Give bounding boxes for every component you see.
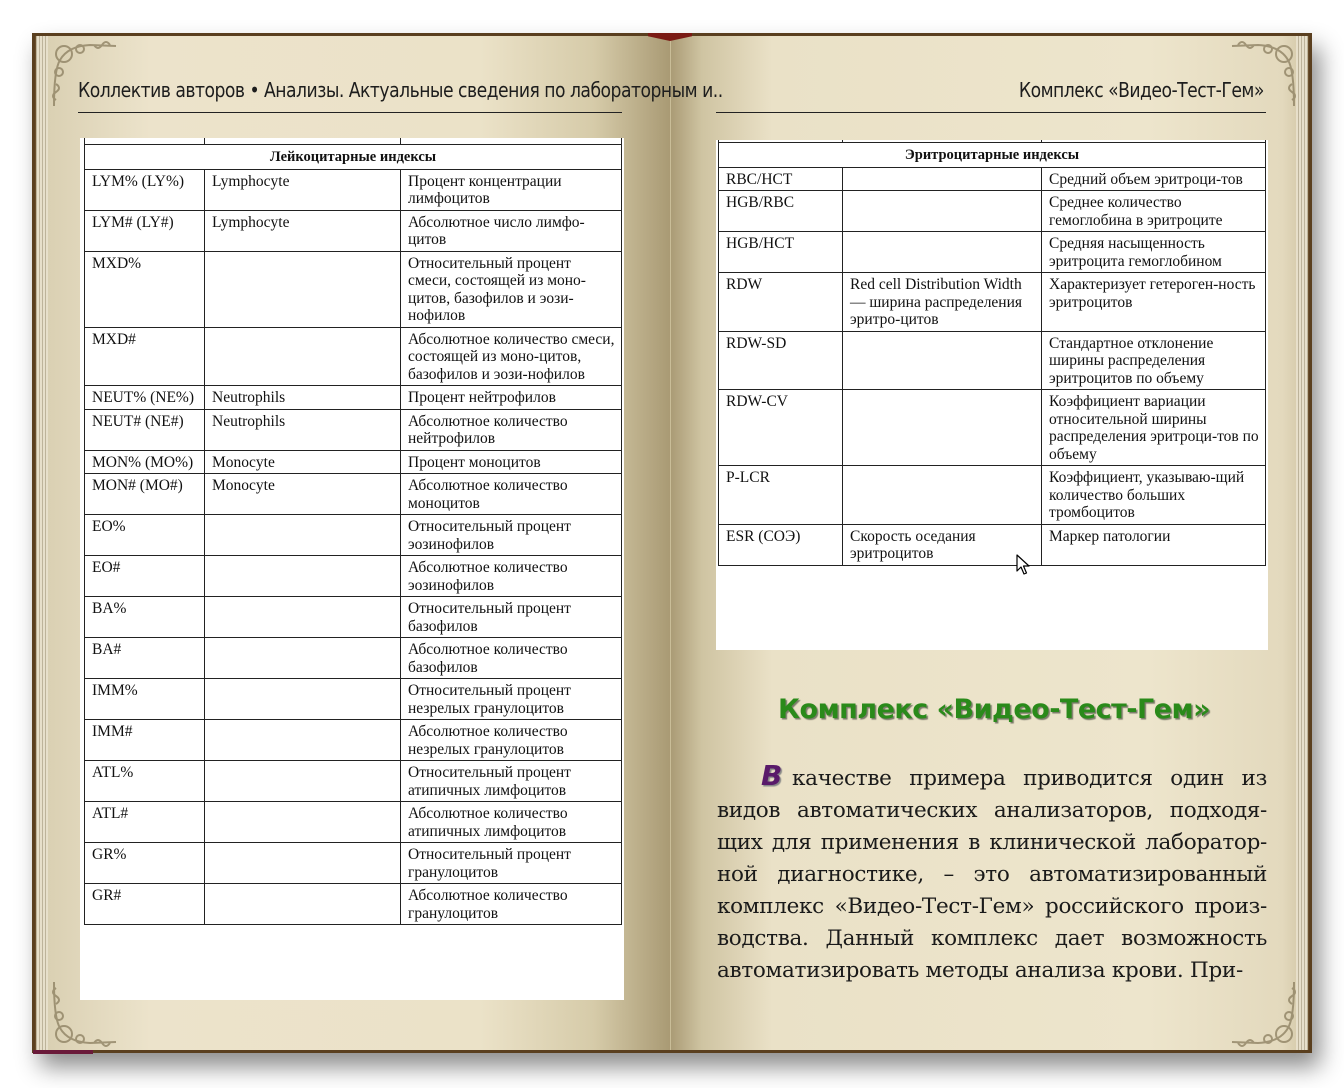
right-running-head: Комплекс «Видео-Тест-Гем»: [1019, 78, 1264, 102]
table-row: [85, 409, 622, 450]
cell-description: Относительный процент незрелых гранулоцитов: [401, 679, 622, 720]
table-row: [719, 167, 1266, 191]
cell-description: Абсолютное количество незрелых гранулоцитов: [401, 720, 622, 761]
cell-code: MXD#: [85, 327, 205, 386]
cell-code: MXD%: [85, 251, 205, 327]
cell-description: Относительный процент смеси, состоящей из моно-цитов, базофилов и эози-нофилов: [401, 251, 622, 327]
table-row: [85, 884, 622, 925]
table-row: [719, 273, 1266, 332]
right-page-edges: [1296, 36, 1308, 1050]
cell-code: ATL%: [85, 761, 205, 802]
cell-description: Относительный процент атипичных лимфоцитов: [401, 761, 622, 802]
cell-description: Абсолютное количество моноцитов: [401, 474, 622, 515]
cell-description: Абсолютное количество эозинофилов: [401, 556, 622, 597]
cell-name: [205, 251, 401, 327]
cell-name: [205, 720, 401, 761]
cell-description: Коэффициент, указываю-щий количество больших тромбоцитов: [1042, 466, 1266, 525]
paragraph-text: качестве примера приводится один из видов автоматических анализаторов, подходя-щих для применения в клинической лаборатор-ной диагностике, – это автоматизированный комплекс «Видео-Тест-Гем» российского произ-водства. Данный комплекс дает возможность автоматизировать методы анализа крови. При-: [717, 766, 1267, 983]
cell-code: MON# (MO#): [85, 474, 205, 515]
left-page-edges: [36, 36, 48, 1050]
cell-code: LYM% (LY%): [85, 169, 205, 210]
cell-code: RDW: [719, 273, 843, 332]
cell-description: Относительный процент эозинофилов: [401, 515, 622, 556]
cell-code: IMM#: [85, 720, 205, 761]
cell-description: Абсолютное количество смеси, состоящей из моно-цитов, базофилов и эози-нофилов: [401, 327, 622, 386]
cell-description: Относительный процент базофилов: [401, 597, 622, 638]
cell-description: Абсолютное количество атипичных лимфоцитов: [401, 802, 622, 843]
cell-name: [205, 761, 401, 802]
cell-description: Характеризует гетероген-ность эритроцитов: [1042, 273, 1266, 332]
cell-code: ESR (СОЭ): [719, 524, 843, 565]
table-row: [719, 466, 1266, 525]
cell-description: Процент нейтрофилов: [401, 386, 622, 410]
leukocyte-indices-table: [84, 138, 622, 925]
cell-description: Абсолютное количество базофилов: [401, 638, 622, 679]
table-row: [85, 720, 622, 761]
cell-name: Скорость оседания эритроцитов: [843, 524, 1042, 565]
cell-name: [205, 515, 401, 556]
table-row: [719, 390, 1266, 466]
bookmark-ribbon-bottom: [33, 1050, 93, 1054]
table-row: [85, 843, 622, 884]
cell-name: [205, 327, 401, 386]
cell-description: Средний объем эритроци-тов: [1042, 167, 1266, 191]
cell-code: RDW-CV: [719, 390, 843, 466]
table-row: [85, 450, 622, 474]
cell-code: HGB/HCT: [719, 232, 843, 273]
cell-description: Коэффициент вариации относительной ширины распределения эритроци-тов по объему: [1042, 390, 1266, 466]
left-running-head: Коллектив авторов • Анализы. Актуальные сведения по лабораторным и..: [78, 78, 723, 102]
cell-code: MON% (MO%): [85, 450, 205, 474]
table-row: [719, 232, 1266, 273]
mouse-cursor-icon: [1016, 554, 1030, 576]
cell-name: [843, 466, 1042, 525]
cell-name: [205, 884, 401, 925]
cell-code: LYM# (LY#): [85, 210, 205, 251]
table-row: [719, 331, 1266, 390]
cell-name: Lymphocyte: [205, 210, 401, 251]
table-row: [85, 386, 622, 410]
cell-name: [205, 638, 401, 679]
cell-code: HGB/RBC: [719, 191, 843, 232]
leukocyte-table-container: [80, 138, 624, 1000]
cell-description: Абсолютное количество гранулоцитов: [401, 884, 622, 925]
cell-name: [843, 232, 1042, 273]
erythrocyte-indices-table: [718, 140, 1266, 566]
cell-name: Monocyte: [205, 474, 401, 515]
cell-name: Neutrophils: [205, 386, 401, 410]
table-row: [85, 251, 622, 327]
cell-description: Среднее количество гемоглобина в эритроците: [1042, 191, 1266, 232]
table-row: [85, 327, 622, 386]
table-title: Эритроцитарные индексы: [719, 143, 1266, 168]
table-row: [85, 474, 622, 515]
book-spine: [670, 36, 671, 1050]
cell-code: RDW-SD: [719, 331, 843, 390]
cell-name: [843, 191, 1042, 232]
body-paragraph: [717, 760, 1267, 987]
cell-code: BA%: [85, 597, 205, 638]
cell-code: GR#: [85, 884, 205, 925]
table-row: [85, 515, 622, 556]
cell-name: [843, 167, 1042, 191]
cell-name: Neutrophils: [205, 409, 401, 450]
cell-code: P-LCR: [719, 466, 843, 525]
cell-name: [205, 679, 401, 720]
section-heading: Комплекс «Видео-Тест-Гем»: [777, 694, 1211, 725]
table-row: [719, 191, 1266, 232]
cell-code: RBC/HCT: [719, 167, 843, 191]
table-row: [85, 638, 622, 679]
table-row: [85, 802, 622, 843]
erythrocyte-table-container: [716, 140, 1268, 650]
left-head-rule: [78, 112, 622, 113]
cell-code: GR%: [85, 843, 205, 884]
cell-description: Абсолютное количество нейтрофилов: [401, 409, 622, 450]
cell-name: [205, 843, 401, 884]
cell-code: ATL#: [85, 802, 205, 843]
table-row: [85, 210, 622, 251]
cell-code: NEUT% (NE%): [85, 386, 205, 410]
cell-name: Lymphocyte: [205, 169, 401, 210]
cell-code: EO#: [85, 556, 205, 597]
table-title: Лейкоцитарные индексы: [85, 145, 622, 170]
cell-name: Monocyte: [205, 450, 401, 474]
cell-name: [205, 597, 401, 638]
table-row: [85, 597, 622, 638]
cell-description: Маркер патологии: [1042, 524, 1266, 565]
cell-description: Средняя насыщенность эритроцита гемоглобином: [1042, 232, 1266, 273]
cell-name: [843, 390, 1042, 466]
cell-description: Процент концентрации лимфоцитов: [401, 169, 622, 210]
cell-description: Относительный процент гранулоцитов: [401, 843, 622, 884]
cell-description: Стандартное отклонение ширины распределения эритроцитов по объему: [1042, 331, 1266, 390]
cell-name: Red cell Distribution Width — ширина распределения эритро-цитов: [843, 273, 1042, 332]
cell-name: [843, 331, 1042, 390]
cell-code: BA#: [85, 638, 205, 679]
table-row: [719, 524, 1266, 565]
table-row: [85, 679, 622, 720]
cell-code: EO%: [85, 515, 205, 556]
cell-code: NEUT# (NE#): [85, 409, 205, 450]
ornament-bottom-right-icon: [1228, 978, 1298, 1048]
drop-cap: В: [761, 759, 783, 792]
table-row: [85, 169, 622, 210]
right-head-rule: [716, 112, 1266, 113]
cell-name: [205, 556, 401, 597]
table-row: [85, 556, 622, 597]
table-row: [85, 761, 622, 802]
cell-description: Абсолютное число лимфо-цитов: [401, 210, 622, 251]
cell-code: IMM%: [85, 679, 205, 720]
cell-name: [205, 802, 401, 843]
cell-description: Процент моноцитов: [401, 450, 622, 474]
